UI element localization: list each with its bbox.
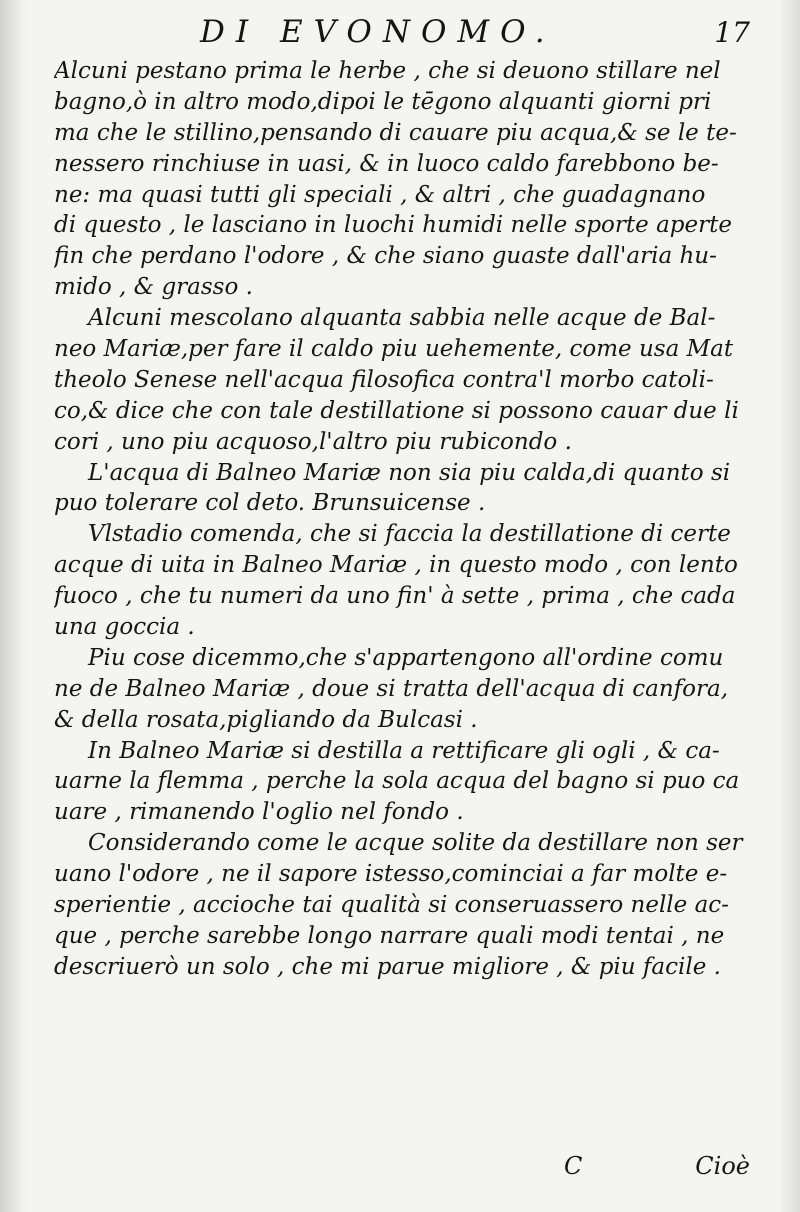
text-line: acque di uita in Balneo Mariæ , in questo modo , con lento: [54, 552, 738, 579]
text-line: ne: ma quasi tutti gli speciali , & altri , che guadagnano: [54, 181, 706, 208]
signature-mark: C: [564, 1152, 583, 1180]
text-line: Considerando come le acque solite da destillare non ser: [88, 830, 743, 857]
text-line: & della rosata,pigliando da Bulcasi .: [54, 706, 478, 733]
text-line: una goccia .: [54, 614, 195, 641]
text-line: que , perche sarebbe longo narrare quali modi tentai , ne: [54, 922, 725, 949]
text-line: descriuerò un solo , che mi parue migliore , & piu facile .: [54, 953, 721, 980]
running-head: DI EVONOMO.: [200, 14, 556, 50]
text-line: ne de Balneo Mariæ , doue si tratta dell'acqua di canfora,: [54, 675, 729, 702]
paragraph: [54, 519, 748, 643]
text-line: Piu cose dicemmo,che s'appartengono all'ordine comu: [88, 644, 724, 671]
text-line: di questo , le lasciano in luochi humidi nelle sporte aperte: [54, 212, 732, 239]
text-line: uare , rimanendo l'oglio nel fondo .: [54, 799, 464, 826]
paragraph: [54, 736, 748, 829]
paragraph: [54, 458, 748, 520]
text-line: puo tolerare col deto. Brunsuicense .: [54, 490, 486, 517]
text-line: bagno,ò in altro modo,dipoi le tēgono alquanti giorni pri: [54, 88, 712, 115]
text-line: Alcuni pestano prima le herbe , che si deuono stillare nel: [54, 58, 721, 84]
text-line: ma che le stillino,pensando di cauare piu acqua,& se le te-: [54, 119, 737, 146]
text-line: sperientie , accioche tai qualità si conseruassero nelle ac-: [54, 892, 729, 919]
text-line: fuoco , che tu numeri da uno fin' à sette , prima , che cada: [54, 583, 736, 610]
text-line: In Balneo Mariæ si destilla a rettificare gli ogli , & ca-: [88, 737, 720, 764]
text-line: Vlstadio comenda, che si faccia la destillatione di certe: [88, 521, 731, 548]
paragraph: [54, 828, 748, 982]
paragraph: [54, 56, 748, 303]
text-line: Alcuni mescolano alquanta sabbia nelle acque de Bal-: [88, 305, 716, 332]
page-body: [54, 56, 748, 983]
text-line: co,& dice che con tale destillatione si possono cauar due li: [54, 397, 739, 424]
text-line: fin che perdano l'odore , & che siano guaste dall'aria hu-: [54, 243, 717, 270]
page-footer: [560, 1152, 750, 1188]
page-number: 17: [714, 16, 750, 49]
page-header: [70, 14, 750, 54]
catchword: Cioè: [695, 1152, 750, 1180]
text-line: uarne la flemma , perche la sola acqua del bagno si puo ca: [54, 768, 740, 795]
text-line: theolo Senese nell'acqua filosofica contra'l morbo catoli-: [54, 366, 714, 393]
text-line: nessero rinchiuse in uasi, & in luoco caldo farebbono be-: [54, 150, 719, 177]
text-line: neo Mariæ,per fare il caldo piu uehemente, come usa Mat: [54, 336, 734, 363]
text-line: cori , uno piu acquoso,l'altro piu rubicondo .: [54, 428, 572, 455]
text-line: L'acqua di Balneo Mariæ non sia piu calda,di quanto si: [88, 459, 731, 486]
text-line: uano l'odore , ne il sapore istesso,cominciai a far molte e-: [54, 861, 728, 888]
paragraph: [54, 643, 748, 736]
text-line: mido , & grasso .: [54, 274, 253, 301]
paragraph: [54, 303, 748, 457]
